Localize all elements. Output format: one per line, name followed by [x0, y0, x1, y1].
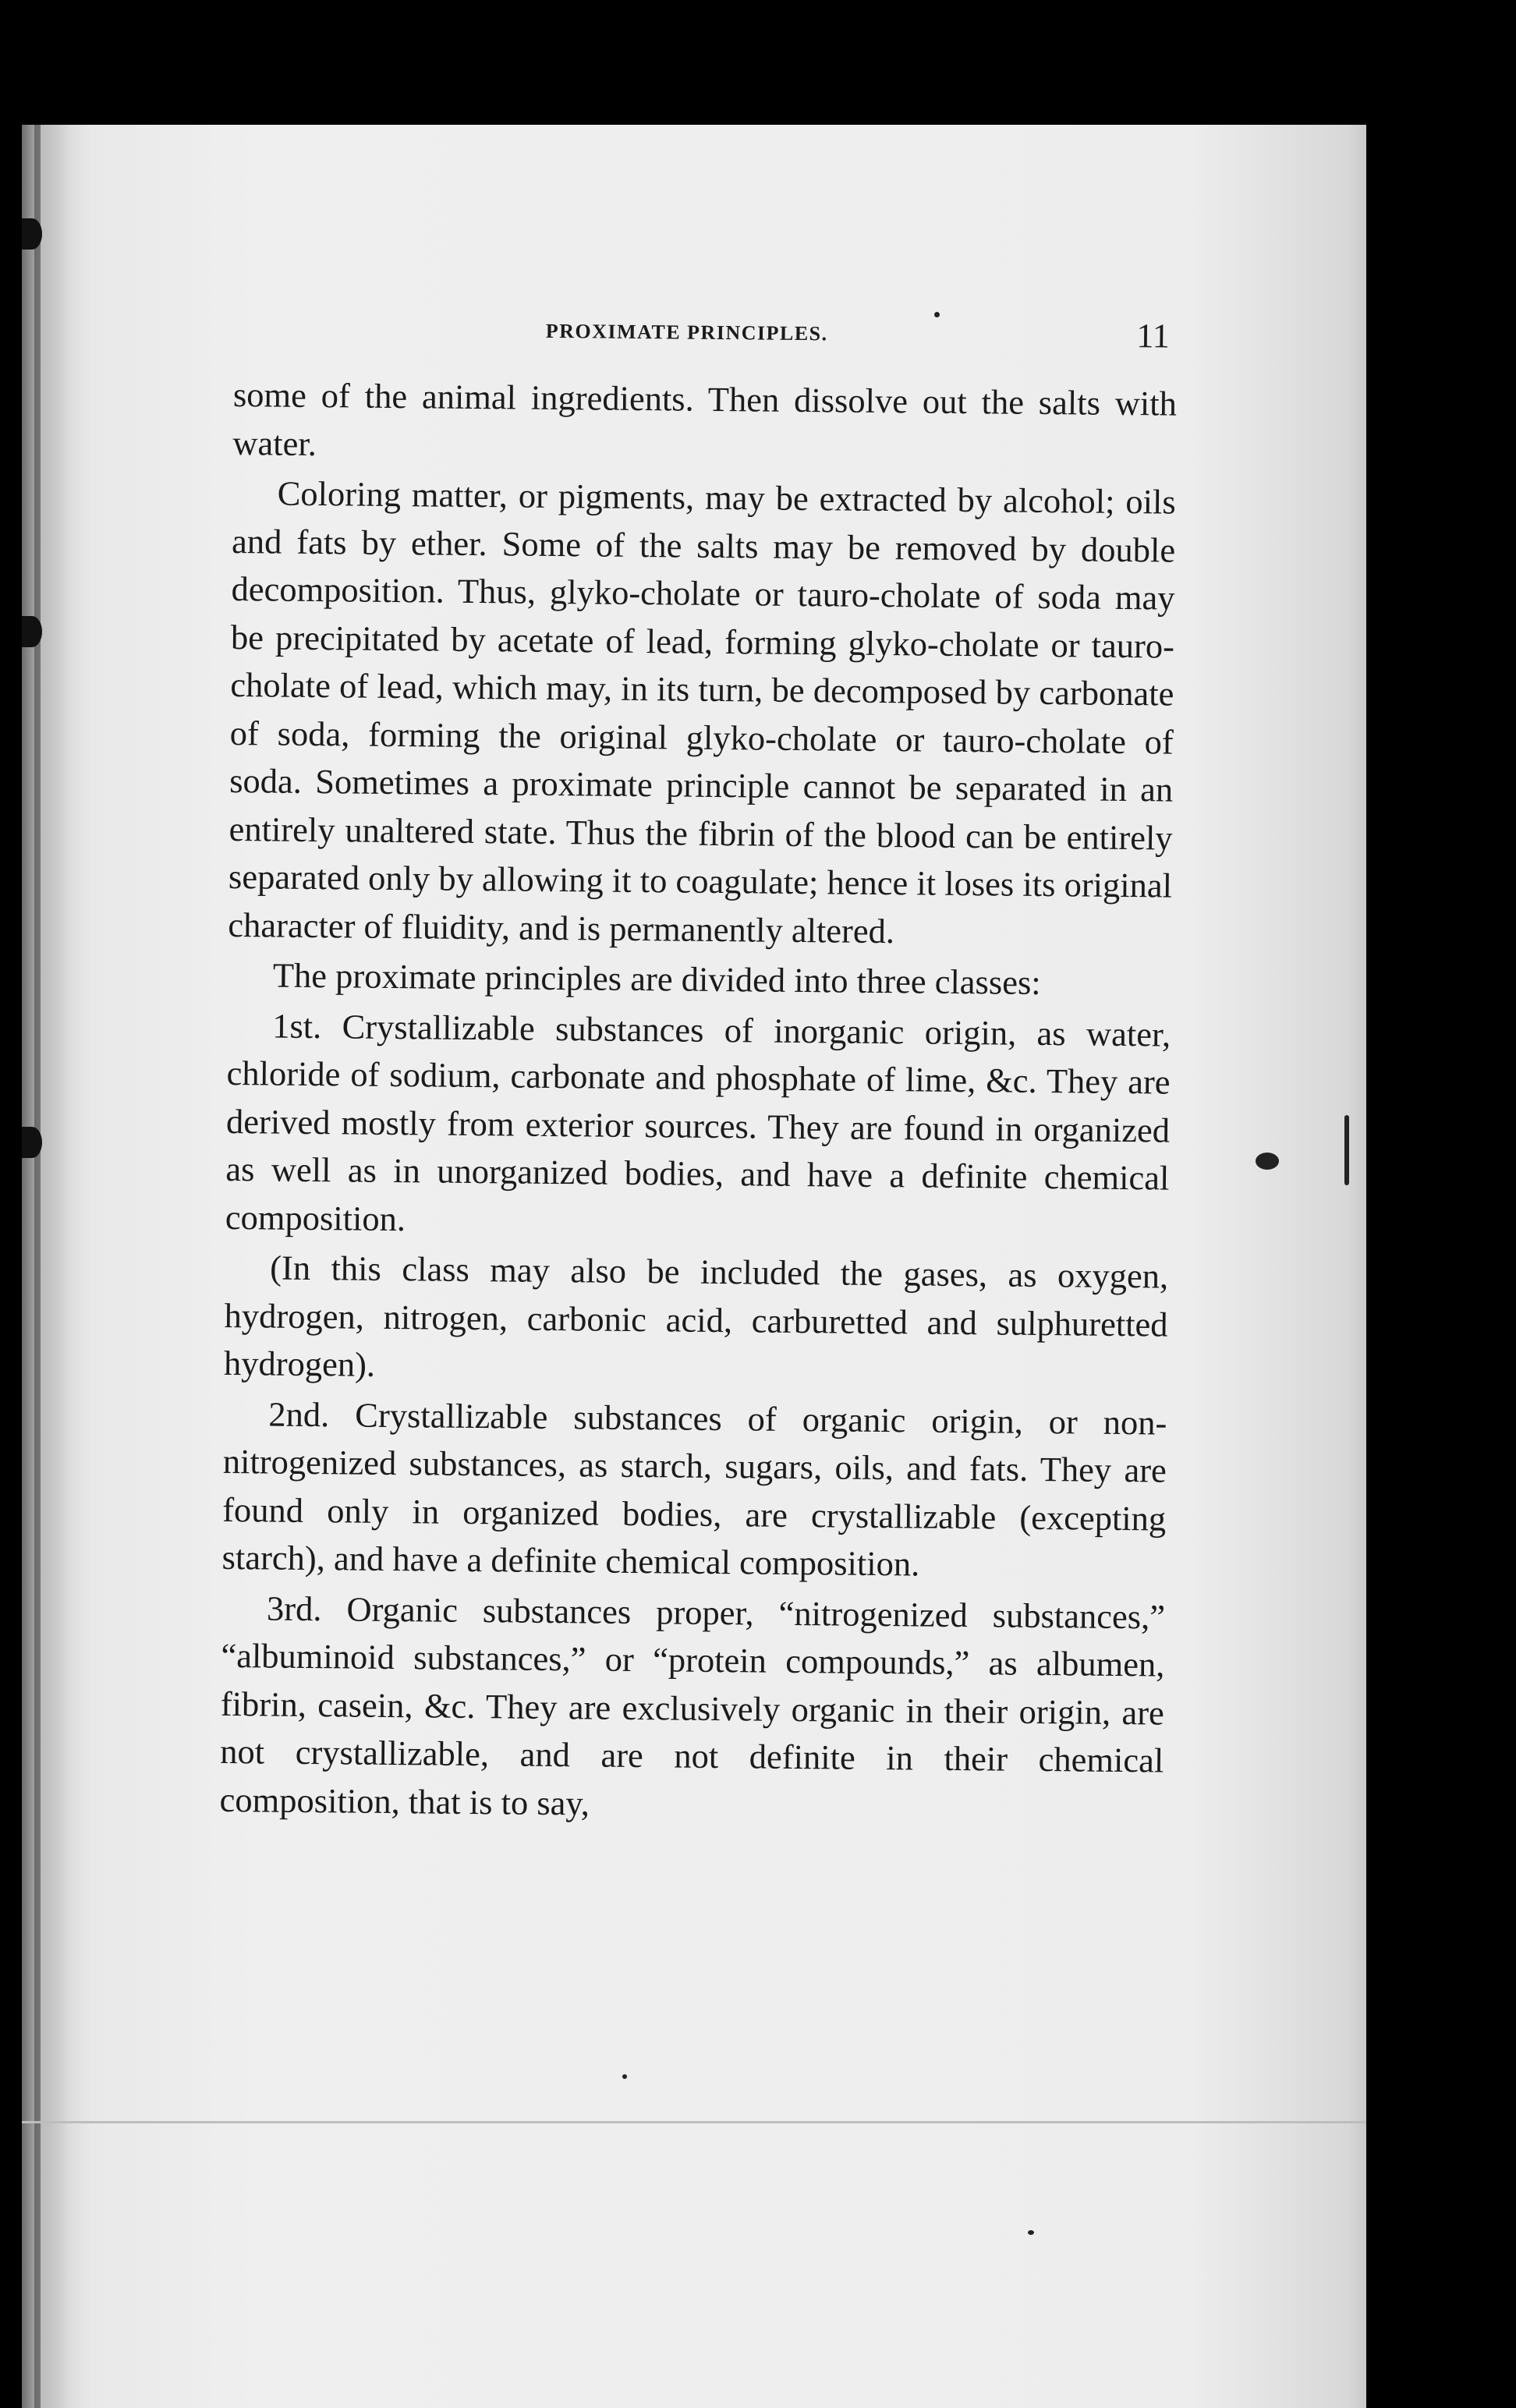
paragraph: 2nd. Crystallizable substances of organic origin, or non-nitrogenized substances, as starch, sugars, oils, and fats. They are found only in organized bodies, are crystallizable (excepting starch), and have a definite chemical composition. [221, 1393, 1167, 1584]
dust-speck [934, 312, 940, 317]
dust-speck [622, 2074, 627, 2079]
paragraph: (In this class may also be included the gases, as oxygen, hydrogen, nitrogen, carbonic acid, carburetted and sulphuretted hydrogen). [223, 1248, 1169, 1384]
paragraph: some of the animal ingredients. Then dissolve out the salts with water. [232, 374, 1178, 463]
paragraph: The proximate principles are divided into three classes: [272, 955, 1041, 1002]
running-head [233, 312, 1178, 381]
page-number: 11 [1136, 317, 1170, 356]
page-gutter-shadow [22, 125, 69, 2408]
paragraph: 3rd. Organic substances proper, “nitrogenized substances,” “albuminoid substances,” or “protein compounds,” as albumen, fibrin, casein, &c. They are exclusively organic in their origin, are not crystallizable, and are not definite in their chemical composition, that is to say, [219, 1588, 1166, 1822]
binding-hole-mark [22, 1127, 42, 1158]
page-fold-line [22, 2121, 1366, 2123]
binding-hole-mark [22, 218, 42, 250]
running-head-title: PROXIMATE PRINCIPLES. [545, 319, 828, 345]
paragraph: 1st. Crystallizable substances of inorganic origin, as water, chloride of sodium, carbonate and phosphate of lime, &c. They are derived mostly from exterior sources. They are found in organized as well as in unorganized bodies, and have a definite chemical composition. [225, 1006, 1171, 1238]
margin-mark [1344, 1115, 1349, 1185]
binding-crease [34, 125, 41, 2408]
page-text [219, 312, 1178, 1833]
binding-hole-mark [22, 616, 42, 647]
ink-blot [1256, 1153, 1279, 1170]
paragraph: Coloring matter, or pigments, may be extracted by alcohol; oils and fats by ether. Some of the salts may be removed by double decomposition. Thus, glyko-cholate or tauro-cholate of soda may be precipitated by acetate of lead, forming glyko-cholate or tauro-cholate of lead, which may, in its turn, be decomposed by carbonate of soda, forming the original glyko-cholate or tauro-cholate of soda. Sometimes a proximate principle cannot be separated in an entirely unaltered state. Thus the fibrin of the blood can be entirely separated only by allowing it to coagulate; hence it loses its original character of fluidity, and is permanently altered. [228, 473, 1176, 951]
dust-speck [1028, 2230, 1034, 2235]
body-text [219, 371, 1177, 1833]
